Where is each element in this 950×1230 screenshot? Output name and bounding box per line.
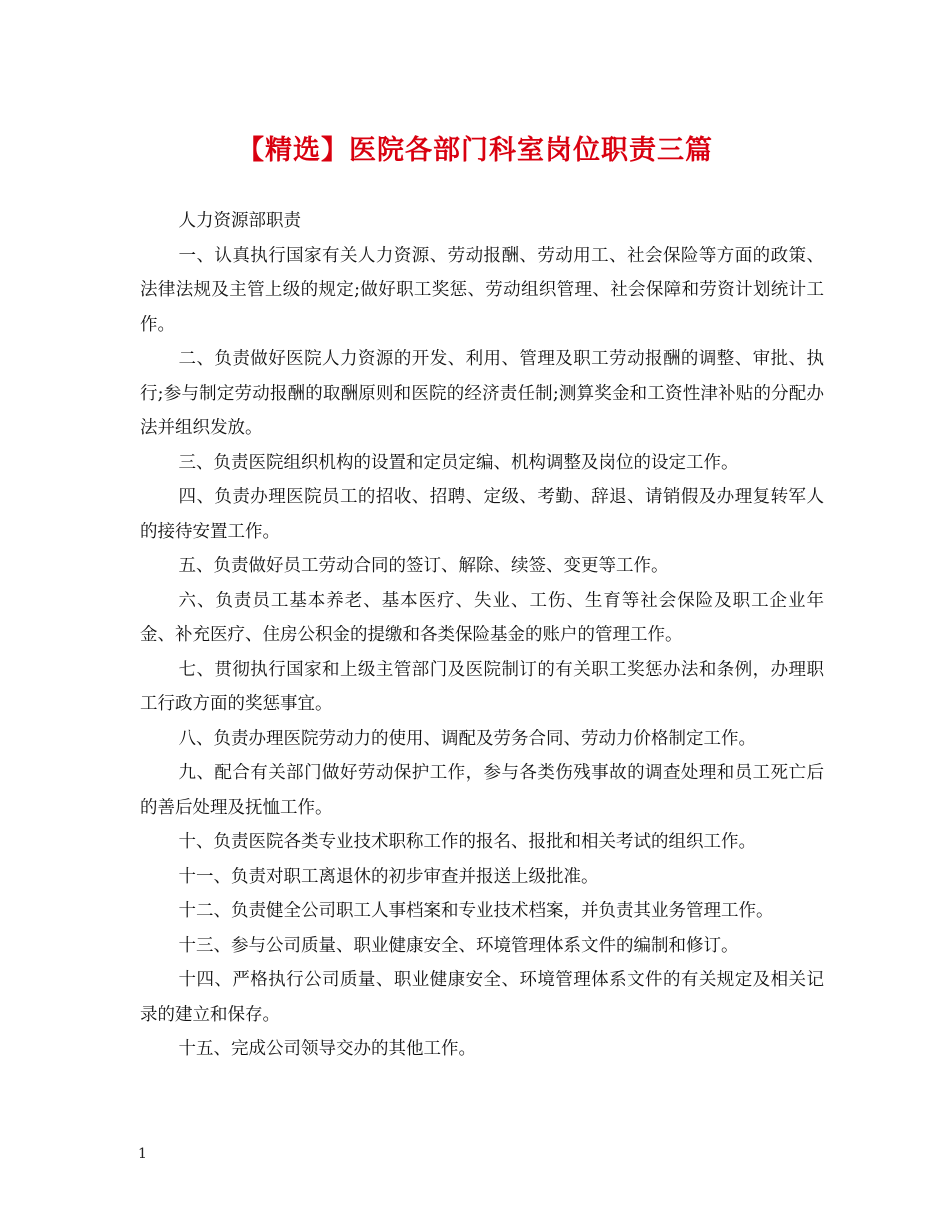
section-heading: 人力资源部职责: [178, 211, 301, 231]
duty-item-11: 十一、负责对职工离退休的初步审查并报送上级批准。: [178, 866, 599, 887]
document-body: [140, 204, 824, 1067]
duty-item-6: 六、负责员工基本养老、基本医疗、失业、工伤、生育等社会保险及职工企业年金、补充医疗、住房公积金的提缴和各类保险基金的账户的管理工作。: [140, 590, 824, 645]
page-number: 1: [138, 1146, 147, 1162]
duty-item-15: 十五、完成公司领导交办的其他工作。: [178, 1039, 476, 1059]
duty-item-12: 十二、负责健全公司职工人事档案和专业技术档案，并负责其业务管理工作。: [178, 901, 774, 921]
duty-item-13: 十三、参与公司质量、职业健康安全、环境管理体系文件的编制和修订。: [178, 935, 739, 956]
duty-item-8: 八、负责办理医院劳动力的使用、调配及劳务合同、劳动力价格制定工作。: [178, 728, 756, 749]
duty-item-4: 四、负责办理医院员工的招收、招聘、定级、考勤、辞退、请销假及办理复转军人的接待安置工作。: [140, 487, 824, 542]
duty-item-3: 三、负责医院组织机构的设置和定员定编、机构调整及岗位的设定工作。: [178, 452, 739, 473]
duty-item-2: 二、负责做好医院人力资源的开发、利用、管理及职工劳动报酬的调整、审批、执行;参与制定劳动报酬的取酬原则和医院的经济责任制;测算奖金和工资性津补贴的分配办法并组织发放。: [140, 349, 824, 438]
duty-item-1: 一、认真执行国家有关人力资源、劳动报酬、劳动用工、社会保险等方面的政策、法律法规及主管上级的规定;做好职工奖惩、劳动组织管理、社会保障和劳资计划统计工作。: [140, 245, 824, 335]
duty-item-10: 十、负责医院各类专业技术职称工作的报名、报批和相关考试的组织工作。: [178, 832, 756, 852]
duty-item-9: 九、配合有关部门做好劳动保护工作，参与各类伤残事故的调查处理和员工死亡后的善后处理及抚恤工作。: [140, 763, 824, 818]
duty-item-14: 十四、严格执行公司质量、职业健康安全、环境管理体系文件的有关规定及相关记录的建立和保存。: [140, 970, 824, 1025]
duty-item-7: 七、贯彻执行国家和上级主管部门及医院制订的有关职工奖惩办法和条例，办理职工行政方面的奖惩事宜。: [140, 659, 824, 714]
document-title: 【精选】医院各部门科室岗位职责三篇: [237, 135, 713, 166]
duty-item-5: 五、负责做好员工劳动合同的签订、解除、续签、变更等工作。: [178, 556, 669, 576]
